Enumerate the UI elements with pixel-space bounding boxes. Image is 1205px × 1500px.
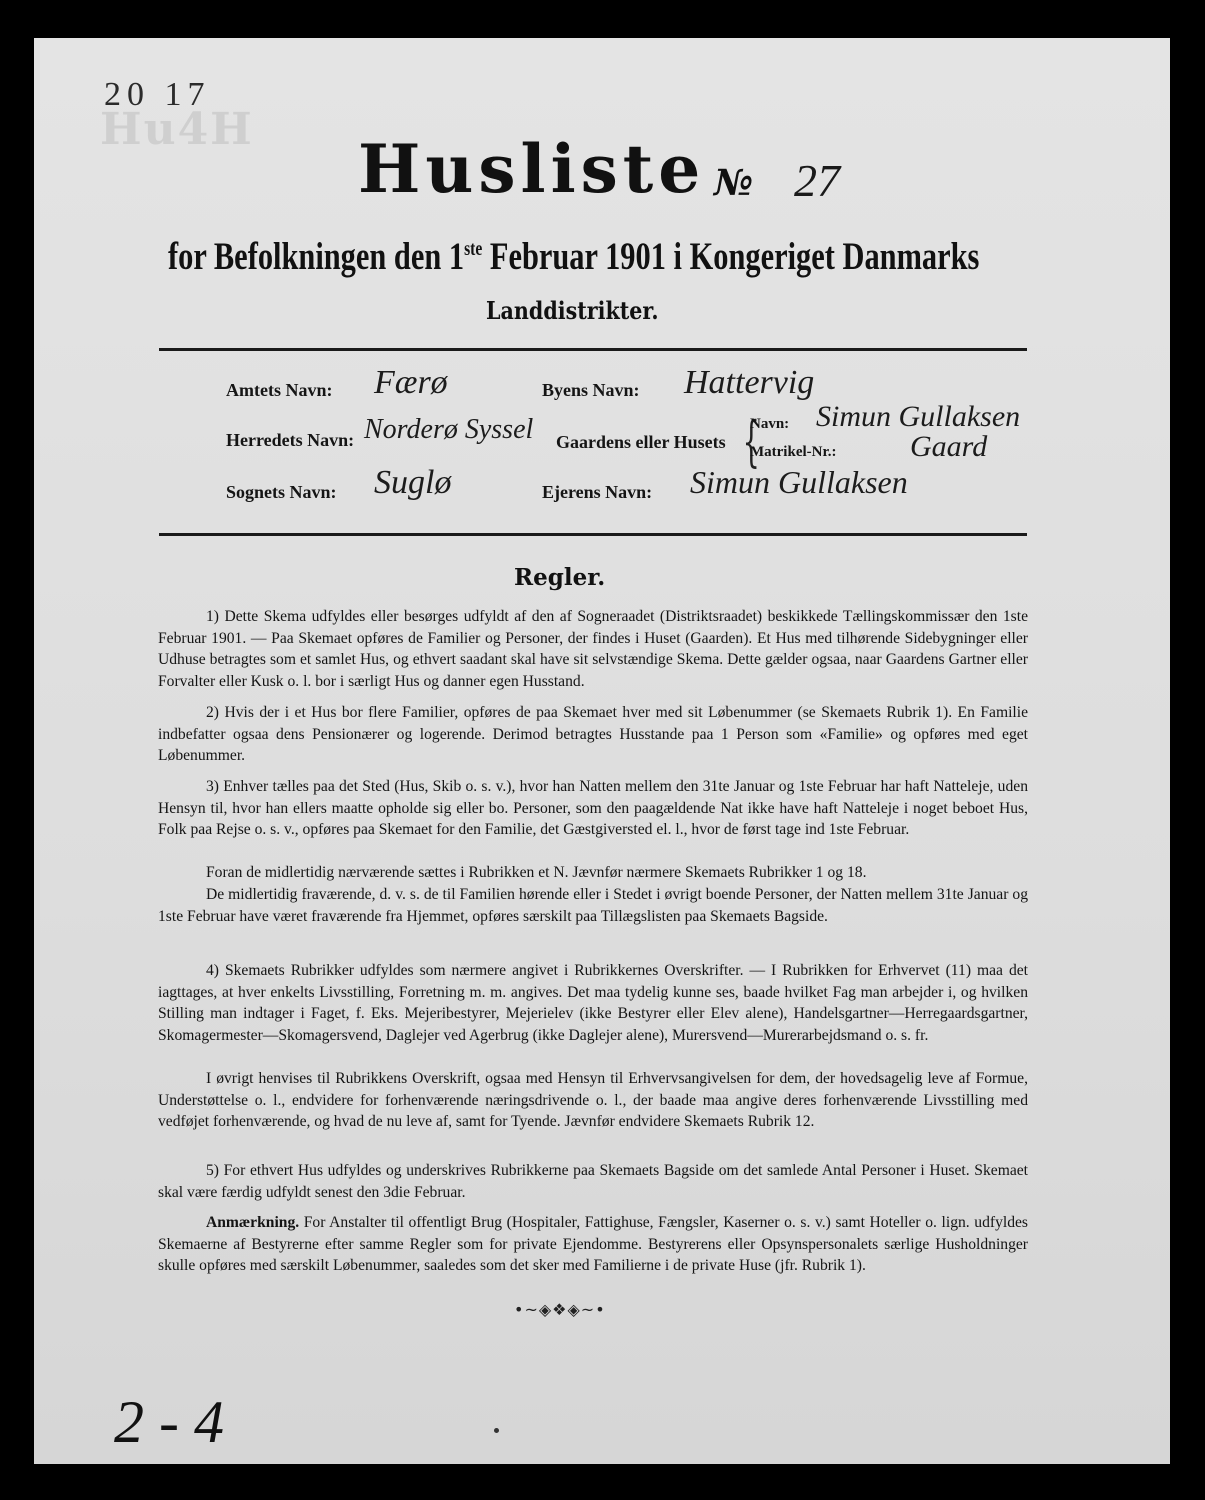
ejer-label: Ejerens Navn:: [542, 482, 653, 502]
rules-heading: Regler.: [514, 564, 606, 591]
number-sign: №: [714, 162, 754, 204]
sogn-value: Suglø: [374, 464, 452, 501]
ink-dot: [494, 1428, 499, 1433]
rule-3: 3) Enhver tælles paa det Sted (Hus, Skib o. s. v.), hvor han Natten mellem den 31te Januar og 1ste Februar har haft Natteleje, uden Hensyn til, hvor han ellers maatte opholde sig eller bo. Personer, som den paagældende Nat ikke have haft Natteleje i noget beboet Hus, Folk paa Rejse o. s. v., opføres paa Skemaet for den Familie, det Gæstgiversted el. l., hvor de først tage ind 1ste Februar.: [158, 778, 1028, 839]
ornament-divider: •~◈❖◈~•: [514, 1300, 606, 1319]
census-form-page: [34, 38, 1170, 1464]
rule-4-continued: I øvrigt henvises til Rubrikkens Overskrift, ogsaa med Hensyn til Erhvervsangivelsen for dem, der hovedsagelig leve af Formue, Understøttelse o. l., endvidere for forhenværende næringsdrivende o. l., der baade maa angive deres forhenværende Livsstilling med vedføjet forhenværende, og hvad de nu leve af, samt for Tyende. Jævnfør endvidere Skemaets Rubrik 12.: [158, 1070, 1028, 1131]
annotation-label: Anmærkning.: [206, 1214, 300, 1231]
by-value: Hattervig: [684, 364, 815, 401]
amt-label: Amtets Navn:: [226, 380, 333, 400]
gaard-label: Gaardens eller Husets: [556, 432, 726, 452]
form-subtitle: for Befolkningen den 1ste Februar 1901 i Kongeriget Danmarks: [168, 235, 980, 278]
bottom-divider: [159, 533, 1027, 536]
herred-label: Herredets Navn:: [226, 430, 355, 450]
sogn-label: Sognets Navn:: [226, 482, 337, 502]
district-label: Landdistrikter.: [486, 296, 659, 325]
amt-value: Færø: [374, 364, 448, 401]
annotation-note: [158, 1212, 1028, 1277]
rule-3-fravaerende: De midlertidig fraværende, d. v. s. de til Familien hørende eller i Stedet i øvrigt boende Personer, der Natten mellem 31te Januar og 1ste Februar have været fraværende fra Hjemmet, opføres særskilt paa Tillægslisten paa Skemaets Bagside.: [158, 886, 1028, 925]
herred-value: Norderø Syssel: [364, 414, 534, 445]
handwritten-page-note: 2 - 4: [114, 1389, 224, 1455]
rule-3-foran: Foran de midlertidig nærværende sættes i Rubrikken et N. Jævnfør nærmere Skemaets Rubrikker 1 og 18.: [206, 864, 867, 881]
navn-value: Simun Gullaksen: [816, 400, 1021, 433]
by-label: Byens Navn:: [542, 380, 640, 400]
annotation-text: For Anstalter til offentligt Brug (Hospitaler, Fattighuse, Fængsler, Kaserner o. s. v.) samt Hoteller o. lign. udfyldes Skemaerne af Bestyrerne efter samme Regler som for private Ejendomme. Bestyrerens eller Opsynspersonalets særlige Husholdninger skulle opføres med særskilt Løbenummer, saaledes som det sker med Familierne i de private Huse (jfr. Rubrik 1).: [158, 1214, 1028, 1275]
rule-5: 5) For ethvert Hus udfyldes og underskrives Rubrikkerne paa Skemaets Bagside om det samlede Antal Personer i Huset. Skemaet skal være færdig udfyldt senest den 3die Februar.: [158, 1162, 1028, 1201]
navn-label: Navn:: [750, 416, 790, 432]
top-divider: [159, 348, 1027, 351]
ejer-value: Simun Gullaksen: [690, 464, 908, 500]
archive-number: 20 17: [104, 76, 211, 113]
matrikel-label: Matrikel-Nr.:: [750, 444, 837, 460]
form-title: Husliste: [358, 130, 706, 208]
rule-1: 1) Dette Skema udfyldes eller besørges udfyldt af den af Sogneraadet (Distriktsraadet) beskikkede Tællingskommissær den 1ste Februar 1901. — Paa Skemaet opføres de Familier og Personer, der findes i Huset (Gaarden). Et Hus med tilhørende Sidebygninger eller Udhuse betragtes som et samlet Hus, og ethvert saadant skal have sit selvstændige Skema. Dette gælder ogsaa, naar Gaardens Gartner eller Forvalter eller Kusk o. l. bor i særligt Hus og danner egen Husstand.: [158, 608, 1028, 690]
brace-glyph: {: [742, 410, 760, 473]
list-number-handwritten: 27: [794, 155, 840, 206]
matrikel-value: Gaard: [910, 430, 988, 463]
rule-4: 4) Skemaets Rubrikker udfyldes som nærmere angivet i Rubrikkernes Overskrifter. — I Rubrikken for Erhvervet (11) maa det iagttages, at hver enkelts Livsstilling, Forretning m. m. angives. Det maa tydelig kunne ses, baade hvilket Fag man arbejder i, og hvilken Stilling man indtager i Faget, f. Eks. Mejeribestyrer, Mejerielev (ikke Bestyrer eller Elev alene), Handelsgartner—Herregaardsgartner, Skomagermester—Skomagersvend, Daglejer ved Agerbrug (ikke Daglejer alene), Murersvend—Murerarbejdsmand o. s. fr.: [158, 962, 1028, 1044]
rule-2: 2) Hvis der i et Hus bor flere Familier, opføres de paa Skemaet hver med sit Løbenummer (se Skemaets Rubrik 1). En Familie indbefatter ogsaa dens Pensionærer og logerende. Derimod betragtes Husstande paa 1 Person som «Familie» og opføres med eget Løbenummer.: [158, 704, 1028, 765]
ghost-print-through: Hu4H: [100, 104, 254, 155]
